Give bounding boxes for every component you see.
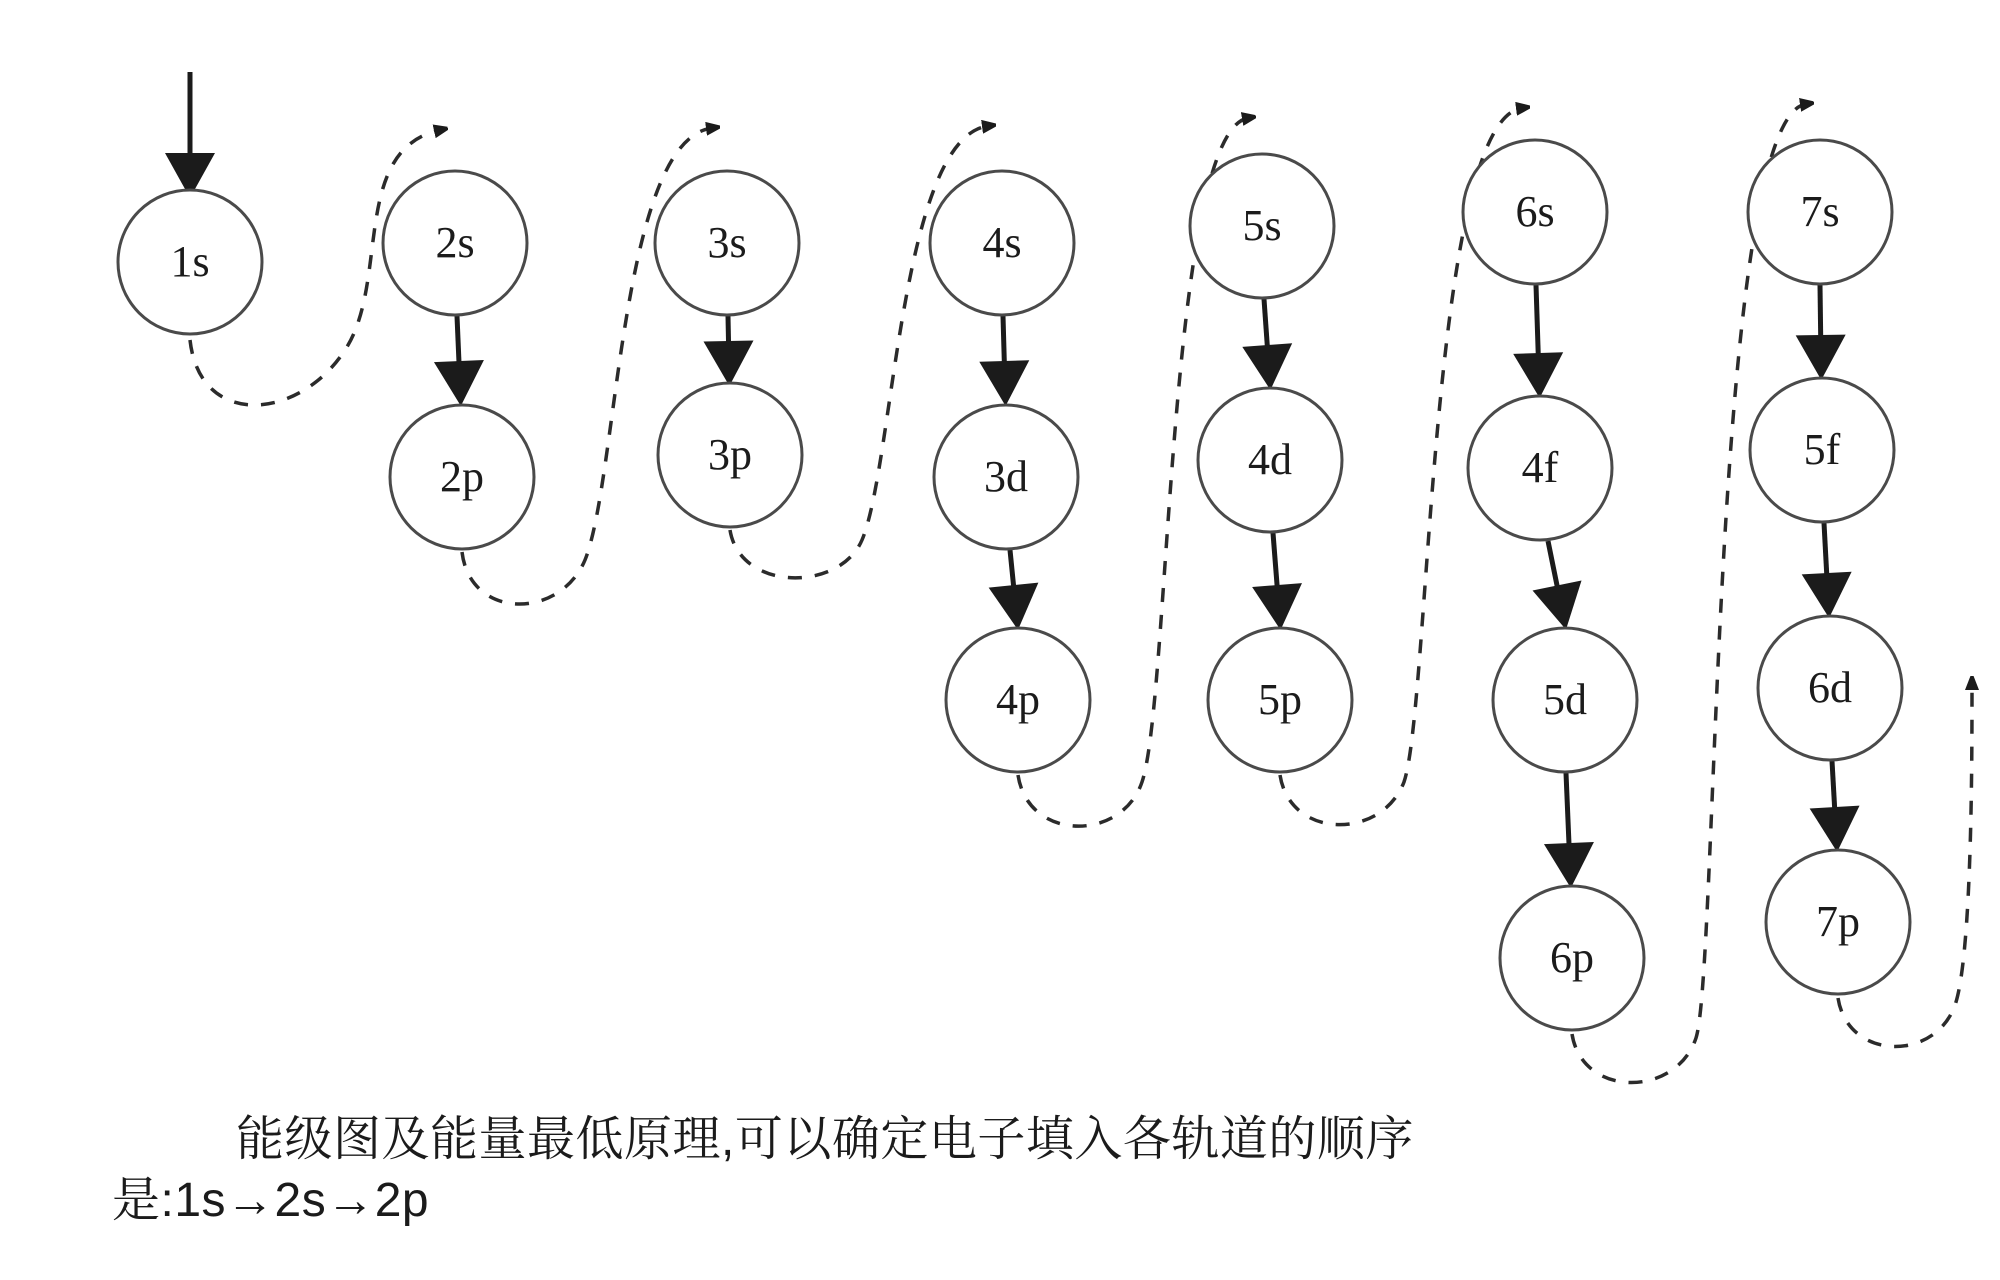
orbital-label: 5s	[1242, 201, 1282, 251]
orbital-node-7p[interactable]	[1766, 850, 1910, 994]
solid-arrow-6s-4f	[1536, 285, 1539, 378]
orbital-label: 7p	[1816, 897, 1860, 947]
orbital-node-6s[interactable]	[1463, 140, 1607, 284]
orbital-label: 1s	[170, 237, 210, 287]
orbital-label: 4f	[1521, 443, 1559, 493]
solid-arrow-5d-6p	[1566, 773, 1570, 868]
orbital-label: 5d	[1543, 675, 1587, 725]
orbital-node-2p[interactable]	[390, 405, 534, 549]
orbital-node-3p[interactable]	[658, 383, 802, 527]
orbital-label: 5p	[1258, 675, 1302, 725]
solid-arrow-7s-5f	[1820, 285, 1821, 360]
orbital-node-4d[interactable]	[1198, 388, 1342, 532]
orbital-label: 2s	[435, 218, 475, 268]
solid-arrow-3d-4p	[1010, 550, 1016, 610]
orbital-node-1s[interactable]	[118, 190, 262, 334]
solid-arrow-2s-2p	[457, 316, 460, 386]
orbital-node-4p[interactable]	[946, 628, 1090, 772]
orbital-node-4f[interactable]	[1468, 396, 1612, 540]
orbital-label: 7s	[1800, 187, 1840, 237]
solid-arrow-4f-5d	[1548, 541, 1562, 610]
caption-line-1: 能级图及能量最低原理,可以确定电子填入各轨道的顺序	[236, 1113, 1414, 1166]
orbital-label: 4p	[996, 675, 1040, 725]
orbital-node-5d[interactable]	[1493, 628, 1637, 772]
orbital-label: 3s	[707, 218, 747, 268]
orbital-label: 6p	[1550, 933, 1594, 983]
solid-arrow-5s-4d	[1264, 299, 1269, 370]
orbital-node-2s[interactable]	[383, 171, 527, 315]
caption-line-2: 是:1s→2s→2p	[112, 1174, 430, 1227]
orbital-node-5f[interactable]	[1750, 378, 1894, 522]
solid-arrow-3s-3p	[728, 316, 729, 366]
orbital-label: 3d	[984, 452, 1028, 502]
solid-arrow-5f-6d	[1824, 523, 1828, 598]
orbital-label: 6d	[1808, 663, 1852, 713]
orbital-label: 2p	[440, 452, 484, 502]
orbital-label: 3p	[708, 430, 752, 480]
orbital-node-3d[interactable]	[934, 405, 1078, 549]
orbital-label: 5f	[1803, 425, 1841, 475]
orbital-node-7s[interactable]	[1748, 140, 1892, 284]
solid-arrow-6d-7p	[1832, 761, 1836, 832]
caption	[0, 1110, 2000, 1232]
orbital-node-6p[interactable]	[1500, 886, 1644, 1030]
orbital-node-5s[interactable]	[1190, 154, 1334, 298]
solid-arrow-4d-5p	[1273, 533, 1279, 610]
orbital-node-5p[interactable]	[1208, 628, 1352, 772]
orbital-node-6d[interactable]	[1758, 616, 1902, 760]
orbital-label: 4d	[1248, 435, 1292, 485]
orbital-label: 6s	[1515, 187, 1555, 237]
solid-arrow-4s-3d	[1003, 316, 1005, 386]
orbital-label: 4s	[982, 218, 1022, 268]
orbital-node-4s[interactable]	[930, 171, 1074, 315]
orbital-node-3s[interactable]	[655, 171, 799, 315]
